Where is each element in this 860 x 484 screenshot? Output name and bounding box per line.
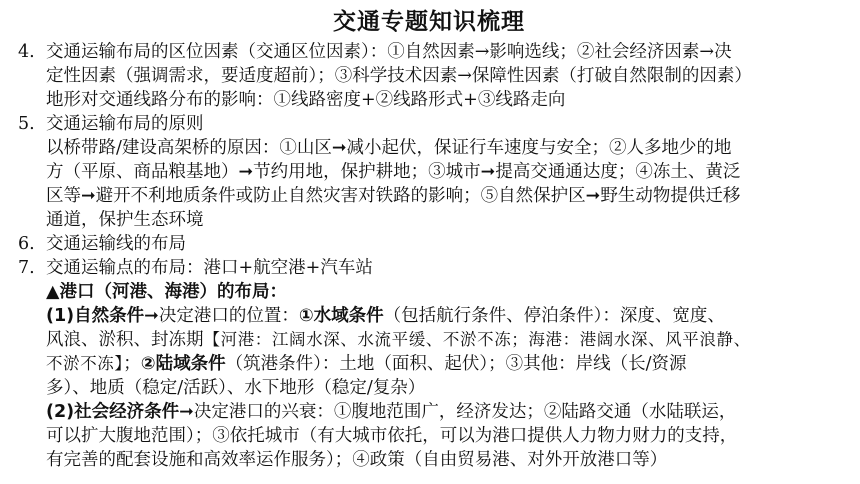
port-type-bracket-end: 不淤不冻】 [46,354,124,373]
page-title: 交通专题知识梳理 [333,9,525,35]
item-4-text: 交通运输布局的区位因素（交通区位因素）：①自然因素→影响选线；②社会经济因素→决 [46,42,732,62]
item-5-line [18,112,840,136]
natural-text-5: （筑港条件）：土地（面积、起伏）；③其他：岸线（长/资源 [225,354,687,374]
item-4-number: 4. [18,42,35,62]
item-5-text: 交通运输布局的原则 [46,114,204,134]
natural-line-4: 多）、地质（稳定/活跃）、水下地形（稳定/复杂） [46,378,426,398]
port-heading: ▲港口（河港、海港）的布局： [46,282,287,302]
port-type-bracket: 【河港：江阔水深、水流平缓、不淤不冻；海港：港阔水深、风平浪静、 [203,330,751,349]
item-4-line-1 [18,40,840,64]
natural-line-2 [46,328,840,352]
item-5-number: 5. [18,114,35,134]
natural-text-4: ； [123,354,141,374]
bridge-reason-line-2: 方（平原、商品粮基地）➞节约用地，保护耕地；③城市➞提高交通通达度；④冻土、黄泛 [46,162,741,182]
item-7-number: 7. [18,258,35,278]
social-line-2: 可以扩大腹地范围）；③依托城市（有大城市依托，可以为港口提供人力物力财力的支持， [46,426,738,446]
bridge-reason-line-1: 以桥带路/建设高架桥的原因：①山区➞减小起伏，保证行车速度与安全；②人多地少的地 [46,138,732,158]
natural-lead: (1)自然条件➞ [46,306,159,326]
bridge-reason-line-3: 区等➞避开不利地质条件或防止自然灾害对铁路的影响；⑤自然保护区➞野生动物提供迁移 [46,186,741,206]
natural-text-1: 决定港口的位置： [158,306,299,326]
social-text-1: 决定港口的兴衰：①腹地范围广，经济发达；②陆路交通（水陆联运， [193,402,737,422]
land-condition: ②陆域条件 [140,354,226,374]
natural-text-2: （包括航行条件、停泊条件）：深度、宽度、 [383,306,725,326]
natural-line-3 [46,352,840,376]
social-line-3: 有完善的配套设施和高效率运作服务）；④政策（自由贸易港、对外开放港口等） [46,450,668,470]
item-6-number: 6. [18,234,35,254]
water-condition: ①水域条件 [298,306,384,326]
item-6-text: 交通运输线的布局 [46,234,186,254]
item-6-line [18,232,840,256]
natural-line-1 [46,304,840,328]
item-7-line [18,256,840,280]
item-4-line-3: 地形对交通线路分布的影响：①线路密度+②线路形式+③线路走向 [46,90,566,110]
natural-text-3: 风浪、淤积、封冻期 [46,330,204,350]
bridge-reason-line-4: 通道，保护生态环境 [46,210,204,230]
item-4-line-2: 定性因素（强调需求，要适度超前）；③科学技术因素→保障性因素（打破自然限制的因素） [46,66,752,86]
social-lead: (2)社会经济条件➞ [46,402,194,422]
social-line-1 [46,400,840,424]
item-7-text: 交通运输点的布局：港口+航空港+汽车站 [46,258,373,278]
